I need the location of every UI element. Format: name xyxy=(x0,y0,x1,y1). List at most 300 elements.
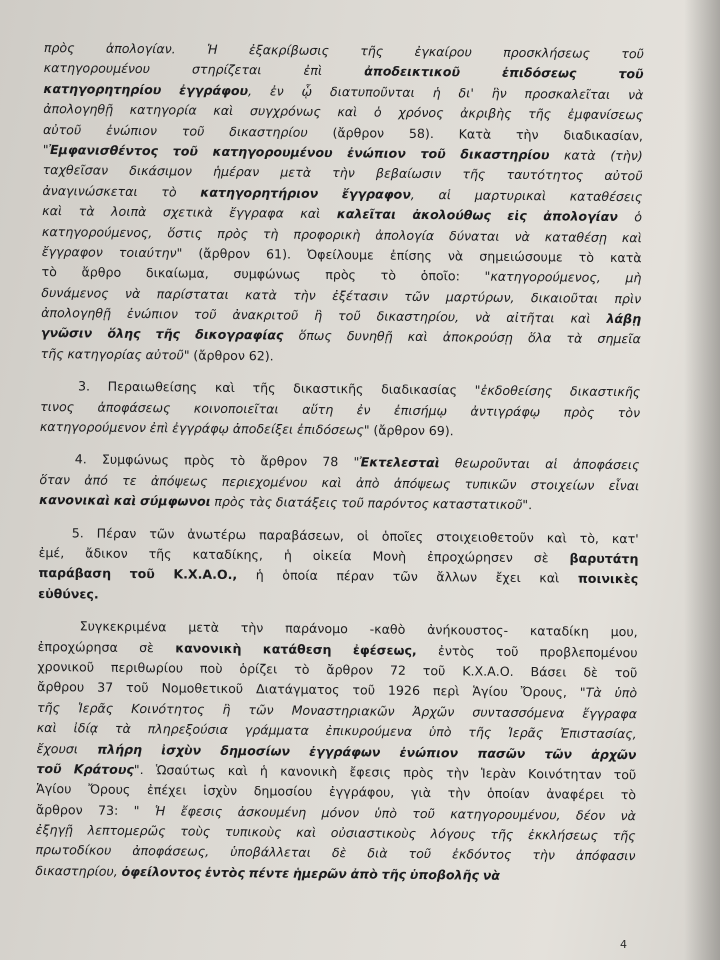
text-run: κανονικὴ xyxy=(280,763,338,780)
text-run: ἐμέ, xyxy=(38,544,65,561)
text-word xyxy=(483,865,500,886)
text-run: " xyxy=(42,141,49,158)
text-run: τῶν xyxy=(404,288,430,304)
text-run: καταστατικοῦ xyxy=(432,496,523,513)
text-word xyxy=(81,263,121,284)
text-run: τὴν xyxy=(446,765,469,781)
text-word xyxy=(506,308,554,329)
text-word xyxy=(43,120,81,141)
text-word xyxy=(618,64,643,85)
text-word xyxy=(540,642,638,663)
text-run: Κοινότητος xyxy=(131,700,205,717)
text-run: αὐτοῦ xyxy=(604,168,643,184)
text-run: τῆς xyxy=(490,826,514,843)
text-word xyxy=(194,398,279,419)
text-word xyxy=(106,39,176,60)
text-word xyxy=(618,403,641,424)
text-run: ἡ xyxy=(283,547,292,563)
text-word xyxy=(44,38,75,59)
text-word xyxy=(394,400,447,421)
text-word xyxy=(228,761,248,782)
text-word xyxy=(172,418,229,439)
text-run: πασῶν xyxy=(477,745,526,761)
text-word xyxy=(214,492,245,513)
text-run: παράνομο xyxy=(285,620,348,637)
text-run: ᾧ xyxy=(301,83,313,99)
text-word xyxy=(298,326,331,347)
text-run: κανονικὴ xyxy=(175,639,242,656)
text-run: πρὸς xyxy=(43,39,75,56)
text-word xyxy=(173,141,198,162)
text-run: τὸ xyxy=(161,183,177,200)
text-word xyxy=(364,62,460,83)
text-run: τὸ xyxy=(380,267,397,283)
text-word xyxy=(375,225,434,246)
text-run: ὁποίαν xyxy=(486,785,530,802)
text-run: ἄρθρον xyxy=(326,661,374,678)
text-run: Ἐκτελεσταὶ xyxy=(359,454,440,471)
text-run: τὴν xyxy=(240,620,264,636)
text-word xyxy=(41,323,93,344)
text-word xyxy=(179,80,252,101)
text-run: καλεῖται xyxy=(336,206,396,222)
text-word xyxy=(570,382,641,403)
text-run: εὐθύνες. xyxy=(38,585,99,602)
text-run: ὁ xyxy=(373,104,382,120)
text-run: (ἄρθρον xyxy=(198,245,251,262)
text-run: ἐντὸς xyxy=(438,642,475,659)
text-run: " xyxy=(474,382,481,398)
text-run: 61). xyxy=(266,246,292,262)
text-word xyxy=(282,566,318,587)
text-word xyxy=(233,419,294,440)
text-run: Κράτους xyxy=(73,761,134,777)
text-run: τὴν xyxy=(332,165,355,181)
text-word xyxy=(151,471,208,492)
text-word xyxy=(433,681,460,702)
text-word xyxy=(213,101,233,122)
text-word xyxy=(43,160,109,181)
text-word xyxy=(256,566,264,586)
text-word xyxy=(414,42,471,63)
text-run: ἐπὶ xyxy=(303,63,323,79)
text-run: αἱ xyxy=(545,456,558,472)
text-run: προσκαλεῖται xyxy=(524,85,611,102)
text-word xyxy=(539,569,559,590)
text-run: σὲ xyxy=(533,550,549,566)
text-word xyxy=(225,822,282,843)
text-word xyxy=(222,700,230,720)
text-run: πρωτοδίκου xyxy=(35,842,112,859)
text-run: 3. xyxy=(77,378,91,394)
text-word xyxy=(506,165,583,186)
text-run: πρὸς xyxy=(217,225,248,241)
text-word xyxy=(462,661,514,682)
text-run: στοιχειοθετοῦν xyxy=(436,528,534,545)
text-run: ταυτότητος xyxy=(506,167,584,183)
text-run: ἡ xyxy=(432,84,441,100)
text-run: ἡ xyxy=(255,567,264,583)
text-run: καταδίκη xyxy=(529,623,589,639)
text-run: καὶ xyxy=(407,329,428,345)
text-word xyxy=(280,761,337,782)
text-word xyxy=(448,784,471,805)
text-word xyxy=(175,638,241,659)
text-run: δικαιοῦται xyxy=(530,289,599,306)
text-run: πρὸς xyxy=(214,494,246,510)
text-run: τὰς xyxy=(248,494,273,510)
text-word xyxy=(43,79,161,101)
text-word xyxy=(80,617,167,638)
text-run: βαρυτάτη xyxy=(569,550,639,567)
text-word xyxy=(88,780,130,801)
text-word xyxy=(167,223,202,244)
text-word xyxy=(42,222,153,244)
text-run: τὸ xyxy=(229,453,246,469)
text-run: παρόντος xyxy=(367,495,429,512)
text-run: τὸ xyxy=(620,787,637,803)
text-run: αἰτῆται xyxy=(506,309,555,326)
line-indent xyxy=(40,376,60,397)
text-run: ἀπόφασιν xyxy=(575,848,636,864)
text-word xyxy=(342,184,415,205)
text-run: ἐγγράφῳ xyxy=(172,420,230,436)
text-word xyxy=(583,663,598,684)
text-run: 72 xyxy=(389,662,407,678)
text-word xyxy=(36,779,72,800)
text-word xyxy=(84,470,108,491)
text-run: λεπτομερῶς xyxy=(87,822,166,839)
text-word xyxy=(347,327,393,348)
text-word xyxy=(35,840,111,861)
text-run: λοιπὰ xyxy=(111,203,147,220)
text-word xyxy=(484,267,600,289)
text-run: ἐγγράφου xyxy=(179,82,249,98)
text-word xyxy=(38,584,99,605)
text-run: ἰδίᾳ xyxy=(73,720,99,736)
text-word xyxy=(367,494,429,515)
text-run: τοῦ xyxy=(621,46,644,62)
text-word xyxy=(448,246,464,267)
text-run: ἐπικυρούμενα xyxy=(325,723,413,740)
text-word xyxy=(38,563,111,584)
text-run: ἀρχῶν xyxy=(591,746,637,762)
text-word xyxy=(150,418,169,439)
text-word xyxy=(614,765,637,786)
text-run: τὴ xyxy=(262,225,279,241)
text-word xyxy=(37,657,94,678)
text-word xyxy=(111,658,183,679)
text-word xyxy=(534,548,549,569)
text-word xyxy=(436,527,534,548)
text-run: τὸ xyxy=(41,264,57,280)
text-run: πρὸς xyxy=(325,267,357,283)
text-run: διὰ xyxy=(367,845,388,862)
text-word xyxy=(296,823,316,844)
text-word xyxy=(321,803,359,824)
text-word xyxy=(293,863,347,884)
text-run: Συμφώνως xyxy=(101,452,170,468)
text-run: ἔχει xyxy=(495,570,521,586)
page-number: 4 xyxy=(620,938,627,951)
text-word xyxy=(373,421,425,442)
text-run: αὕτη xyxy=(302,401,334,417)
text-word xyxy=(195,325,283,346)
text-run: τῶν xyxy=(248,701,274,718)
text-run: κατὰ xyxy=(245,286,277,303)
text-run: μετὰ xyxy=(280,164,312,181)
text-run: τοῦ xyxy=(422,662,446,679)
text-word xyxy=(481,764,516,785)
text-word xyxy=(381,380,457,401)
text-word xyxy=(621,44,644,65)
text-word xyxy=(438,641,475,662)
text-word xyxy=(43,140,158,162)
text-word xyxy=(212,142,332,164)
text-run: βεβαίωσιν xyxy=(375,165,442,182)
text-word xyxy=(427,547,513,568)
text-run: καὶ xyxy=(113,492,137,509)
text-run: τῆς xyxy=(148,546,172,562)
text-word xyxy=(130,564,155,585)
text-run: ἔγγραφα xyxy=(229,205,284,221)
text-run: ἀναφέρει xyxy=(546,786,605,803)
text-word xyxy=(254,782,313,803)
text-run: καὶ xyxy=(546,529,567,546)
text-run: ἐγκαίρου xyxy=(414,43,472,60)
text-run: ἐνώπιον xyxy=(399,744,459,760)
text-run: 37 xyxy=(97,679,114,696)
text-word xyxy=(350,864,377,885)
text-word xyxy=(606,309,641,330)
text-word xyxy=(252,378,275,399)
text-word xyxy=(36,820,73,841)
text-run: " xyxy=(133,802,140,818)
text-run: δικαστικῆς xyxy=(293,380,364,397)
text-run: χρονικοῦ xyxy=(37,658,95,675)
text-run: λάβῃ xyxy=(606,310,642,327)
text-word xyxy=(450,804,561,826)
text-run: ἀπόψεως xyxy=(150,472,208,489)
text-run: οὐσιαστικοὺς xyxy=(330,825,417,842)
text-word xyxy=(249,40,329,61)
text-word xyxy=(148,719,229,740)
text-word xyxy=(508,723,543,744)
text-word xyxy=(446,763,469,784)
text-run: δυνάμενος xyxy=(41,284,109,301)
text-word xyxy=(147,780,187,801)
text-word xyxy=(613,826,636,847)
text-run: ἀπολογίαν xyxy=(543,208,618,225)
text-run: ἐκδοθείσης xyxy=(480,382,553,399)
text-run: καὶ xyxy=(300,205,321,222)
text-word xyxy=(75,450,87,471)
text-word xyxy=(576,846,636,867)
text-run: ἄρθρου xyxy=(37,679,85,695)
text-run: σὲ xyxy=(139,639,155,655)
text-run: ἣν xyxy=(491,85,507,101)
text-word xyxy=(97,739,142,760)
text-word xyxy=(377,307,460,328)
text-run: δὲ xyxy=(583,664,598,680)
text-word xyxy=(36,759,61,780)
text-word xyxy=(336,566,374,587)
text-run: διαδικασίαν, xyxy=(563,127,644,143)
text-run: νὰ xyxy=(627,86,644,103)
text-run: δικογραφίας xyxy=(195,327,284,343)
text-word xyxy=(260,452,307,473)
text-word xyxy=(625,268,641,289)
text-run: τοῦ xyxy=(338,308,361,324)
text-run: κατηγορητήριον xyxy=(200,184,319,201)
text-run: καὶ xyxy=(213,102,234,119)
text-word xyxy=(220,740,290,761)
text-word xyxy=(129,161,192,182)
text-run: ἔφεσις xyxy=(180,803,223,819)
text-word xyxy=(155,801,166,821)
text-word xyxy=(331,823,416,844)
text-run: , xyxy=(410,186,415,202)
text-word xyxy=(72,523,84,544)
text-run: ὀφείλοντος xyxy=(121,863,202,880)
text-run: τῆς xyxy=(155,326,181,342)
text-run xyxy=(40,451,60,466)
text-word xyxy=(36,738,78,759)
text-run: τοῦ xyxy=(36,760,62,777)
text-word xyxy=(44,58,150,80)
text-run: ". xyxy=(133,761,144,777)
text-word xyxy=(462,165,485,186)
text-word xyxy=(266,244,291,265)
text-word xyxy=(531,475,595,496)
text-run: ἀκολούθως xyxy=(412,206,491,223)
text-word xyxy=(249,346,274,367)
text-run: " xyxy=(484,268,491,284)
text-run: ἐνώπιον xyxy=(105,122,158,138)
text-run: πέντε xyxy=(248,865,290,881)
text-word xyxy=(528,104,551,125)
text-word xyxy=(37,718,57,739)
text-run: δέον xyxy=(575,807,606,823)
text-run: νὰ xyxy=(514,228,530,244)
text-run: οἰκεία xyxy=(312,547,352,564)
text-word xyxy=(578,569,639,590)
text-word xyxy=(161,740,201,761)
text-word xyxy=(302,399,333,420)
text-word xyxy=(322,452,338,473)
text-run: ἀναγινώσκεται xyxy=(42,182,138,199)
text-word xyxy=(38,637,118,658)
text-word xyxy=(155,325,180,346)
text-word xyxy=(325,721,412,742)
text-word xyxy=(546,785,604,806)
text-run: ἔχουσι xyxy=(36,740,79,756)
text-run: Ἡ xyxy=(206,41,218,57)
text-run: περιεχομένου xyxy=(221,473,308,490)
text-run: ἀποφάσεως, xyxy=(132,843,210,860)
text-run: κατηγορούμενος, xyxy=(41,223,153,240)
text-run: τε xyxy=(122,472,137,488)
text-run: ἐξακρίβωσις xyxy=(248,42,330,58)
text-word xyxy=(573,455,640,476)
text-run: ἐν xyxy=(269,83,284,99)
text-word xyxy=(472,682,508,703)
text-word xyxy=(634,207,642,227)
text-run: κατηγορία xyxy=(129,102,197,118)
text-run: παρίσταται xyxy=(156,285,229,302)
text-word xyxy=(530,662,566,683)
text-run: καὶ xyxy=(621,229,642,245)
text-word xyxy=(547,528,567,549)
text-run: πρὶν xyxy=(614,290,642,306)
text-word xyxy=(107,324,140,345)
text-word xyxy=(263,224,279,245)
text-run: ὑπὸ xyxy=(428,724,452,740)
text-word xyxy=(297,420,370,441)
text-word xyxy=(321,473,341,494)
text-run: ἔγγραφον xyxy=(341,185,411,202)
text-word xyxy=(338,306,361,327)
text-word xyxy=(560,724,637,745)
text-run: Μοναστηριακῶν xyxy=(291,702,395,719)
text-word xyxy=(37,698,60,719)
text-run: ὁρίζει xyxy=(239,661,278,677)
text-word xyxy=(232,305,298,326)
text-word xyxy=(293,224,360,245)
text-word xyxy=(479,246,563,267)
text-run: ἐντὸς xyxy=(205,864,245,880)
text-run: συντασσόμενα xyxy=(472,704,565,721)
text-word xyxy=(233,264,300,285)
text-run: τῶν xyxy=(149,525,175,541)
text-run: Βάσει xyxy=(530,664,567,680)
text-run: ὁποία xyxy=(282,567,318,584)
text-run: τοῦ xyxy=(412,805,435,821)
text-run: ἐν xyxy=(356,401,371,418)
text-run: 58). xyxy=(408,125,434,141)
text-run: κατηγορούμενος, xyxy=(490,268,601,286)
text-run: εἰς xyxy=(507,207,527,224)
text-word xyxy=(503,43,590,64)
text-run: ὅστις xyxy=(167,224,203,241)
text-word xyxy=(241,618,264,639)
text-run: Κοινότηταν xyxy=(527,766,602,782)
text-word xyxy=(134,801,140,821)
text-run: τὴν xyxy=(293,287,316,303)
text-word xyxy=(475,308,491,329)
text-word xyxy=(429,421,454,442)
text-word xyxy=(215,378,235,399)
text-run: κατηγορητηρίου xyxy=(43,80,162,98)
text-word xyxy=(433,83,441,103)
text-run: τοῦ xyxy=(181,123,205,139)
text-run: τὸ, xyxy=(579,530,600,546)
text-run: ἄρθρο xyxy=(81,264,122,281)
text-word xyxy=(239,659,277,680)
text-run: ". xyxy=(522,497,533,513)
text-word xyxy=(459,124,492,145)
text-word xyxy=(568,105,644,126)
text-run xyxy=(39,525,59,540)
text-run: τῆς xyxy=(252,380,276,396)
text-word xyxy=(309,741,380,762)
text-run: ὅταν xyxy=(39,471,71,488)
text-word xyxy=(521,682,567,703)
text-word xyxy=(353,640,417,661)
text-run: στοιχείων xyxy=(530,476,595,493)
text-word xyxy=(125,284,141,305)
text-run: ὅλης xyxy=(107,326,141,342)
